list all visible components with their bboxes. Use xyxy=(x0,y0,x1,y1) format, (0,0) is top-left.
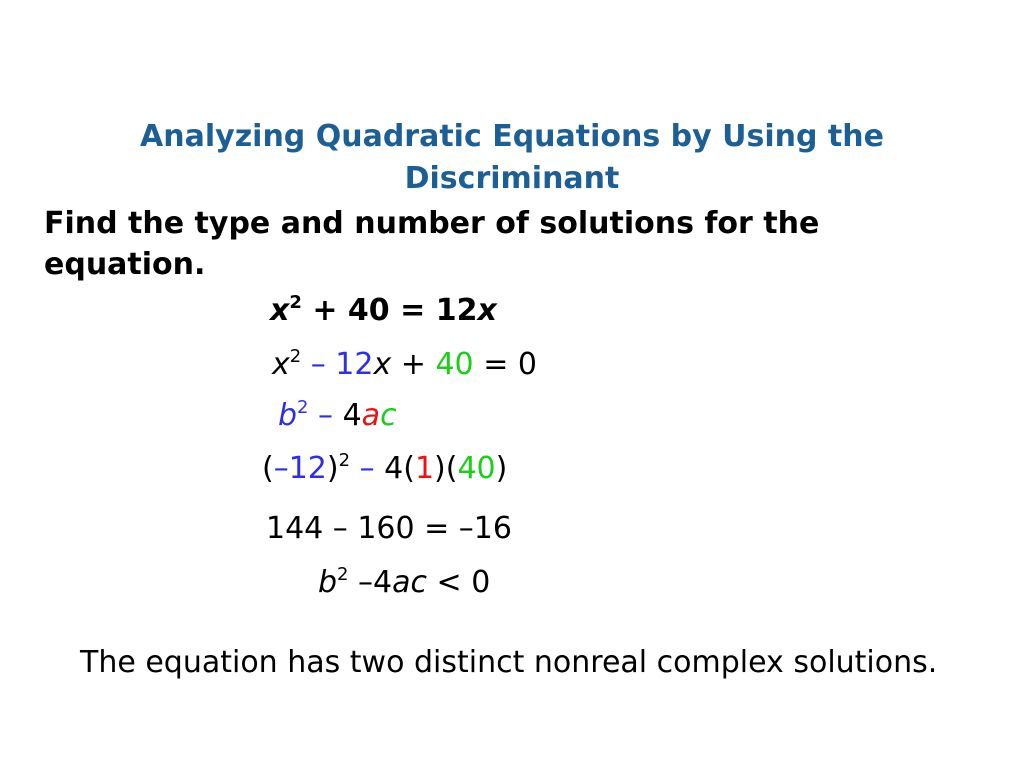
a-variable: a xyxy=(361,398,381,433)
middle-parens: )( xyxy=(434,451,458,486)
minus-four: –4 xyxy=(348,565,393,600)
b-variable: b xyxy=(278,398,298,433)
equation-rest: + 40 = 12 xyxy=(301,293,478,328)
exponent: 2 xyxy=(297,397,309,418)
slide-title: Analyzing Quadratic Equations by Using the Discriminant xyxy=(140,119,884,196)
b-variable: b xyxy=(318,565,338,600)
conclusion-text: The equation has two distinct nonreal complex solutions. xyxy=(80,645,938,680)
four-coefficient: 4 xyxy=(342,398,362,433)
a-value: 1 xyxy=(414,451,435,486)
minus-sign: – xyxy=(350,451,385,486)
discriminant-result xyxy=(318,565,490,601)
variable-x: x xyxy=(270,293,290,328)
given-equation xyxy=(270,293,497,329)
exponent: 2 xyxy=(337,564,349,585)
variable-x-linear: x xyxy=(373,347,392,382)
minus-sign: – xyxy=(301,347,336,382)
exponent: 2 xyxy=(338,450,351,471)
inequality: < 0 xyxy=(427,565,491,600)
minus-sign: – xyxy=(308,398,343,433)
ac-variables: ac xyxy=(392,565,428,600)
substitution-line xyxy=(262,451,507,487)
close-paren: ) xyxy=(326,451,339,486)
open-paren: ( xyxy=(262,451,274,486)
c-variable: c xyxy=(380,398,397,433)
right-hand-side: = 0 xyxy=(473,347,537,382)
b-coefficient: 12 xyxy=(335,347,374,382)
b-value: –12 xyxy=(273,451,327,486)
variable-x: x xyxy=(272,347,290,382)
end-paren: ) xyxy=(495,451,508,486)
variable-x-right: x xyxy=(477,293,497,328)
problem-prompt: Find the type and number of solutions for the equation. xyxy=(44,206,820,282)
plus-sign: + xyxy=(391,347,436,382)
discriminant-formula xyxy=(278,398,397,434)
four-paren: 4( xyxy=(384,451,415,486)
c-constant: 40 xyxy=(435,347,474,382)
exponent: 2 xyxy=(289,346,302,367)
evaluation-line: 144 – 160 = –16 xyxy=(266,511,512,546)
exponent: 2 xyxy=(289,292,302,313)
c-value: 40 xyxy=(457,451,496,486)
standard-form-equation xyxy=(272,347,537,383)
